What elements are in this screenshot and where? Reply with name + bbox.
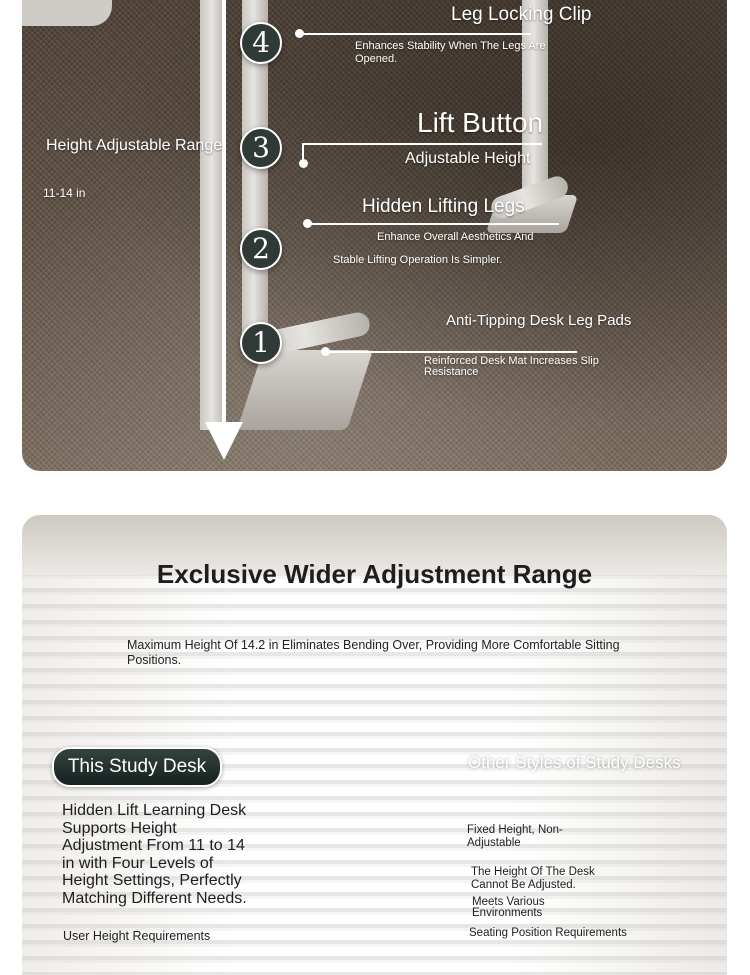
height-arrow-line <box>222 0 226 432</box>
height-range-label: Height Adjustable Range <box>46 137 223 154</box>
other-desk-cannot-adjust: The Height Of The Desk Cannot Be Adjusted. <box>471 866 595 891</box>
feature-desc-hidden-legs-line2: Stable Lifting Operation Is Simpler. <box>333 254 503 266</box>
height-arrow-down-icon <box>205 422 243 460</box>
comparison-subtitle: Maximum Height Of 14.2 in Eliminates Bending Over, Providing More Comfortable Sitting Positions. <box>127 638 620 667</box>
feature-title-anti-tipping-pads: Anti-Tipping Desk Leg Pads <box>446 312 632 329</box>
number-badge-2: 2 <box>240 228 282 270</box>
desk-top-edge <box>22 0 112 26</box>
number-badge-3: 3 <box>240 127 282 169</box>
this-desk-description: Hidden Lift Learning Desk Supports Height Adjustment From 11 to 14 in with Four Levels of Height Settings, Perfectly Matching Different Needs. <box>62 802 247 907</box>
feature-title-hidden-lifting-legs: Hidden Lifting Legs <box>362 196 525 217</box>
other-desk-footer: Seating Position Requirements <box>469 927 627 939</box>
other-desk-fixed-height: Fixed Height, Non-Adjustable <box>467 824 563 849</box>
feature-desc-hidden-legs-line1: Enhance Overall Aesthetics And <box>377 231 534 243</box>
callout-line-4 <box>301 33 531 35</box>
callout-line-3 <box>302 143 542 145</box>
number-badge-4: 4 <box>240 22 282 64</box>
feature-title-lift-button: Lift Button <box>417 107 544 138</box>
other-desk-environments: Meets Various Environments <box>472 896 545 919</box>
callout-line-1 <box>327 351 577 353</box>
feature-title-leg-locking-clip: Leg Locking Clip <box>451 4 592 25</box>
comparison-headline: Exclusive Wider Adjustment Range <box>156 559 593 589</box>
height-range-value: 11-14 in <box>43 186 86 200</box>
callout-line-2 <box>309 223 559 225</box>
number-badge-1: 1 <box>240 322 282 364</box>
feature-desc-leg-locking-clip: Enhances Stability When The Legs Are Opened. <box>355 40 546 65</box>
feature-photo-panel <box>22 0 727 471</box>
callout-dot-3 <box>299 159 308 168</box>
feature-desc-anti-tipping-pads: Reinforced Desk Mat Increases Slip Resistance <box>424 355 599 378</box>
this-desk-footer: User Height Requirements <box>63 929 211 943</box>
comparison-panel <box>22 515 727 975</box>
feature-desc-lift-button: Adjustable Height <box>405 150 531 167</box>
other-styles-label: Other Styles of Study Desks <box>468 753 681 772</box>
this-study-desk-badge: This Study Desk <box>52 747 222 787</box>
callout-line-3-vertical <box>302 143 304 163</box>
